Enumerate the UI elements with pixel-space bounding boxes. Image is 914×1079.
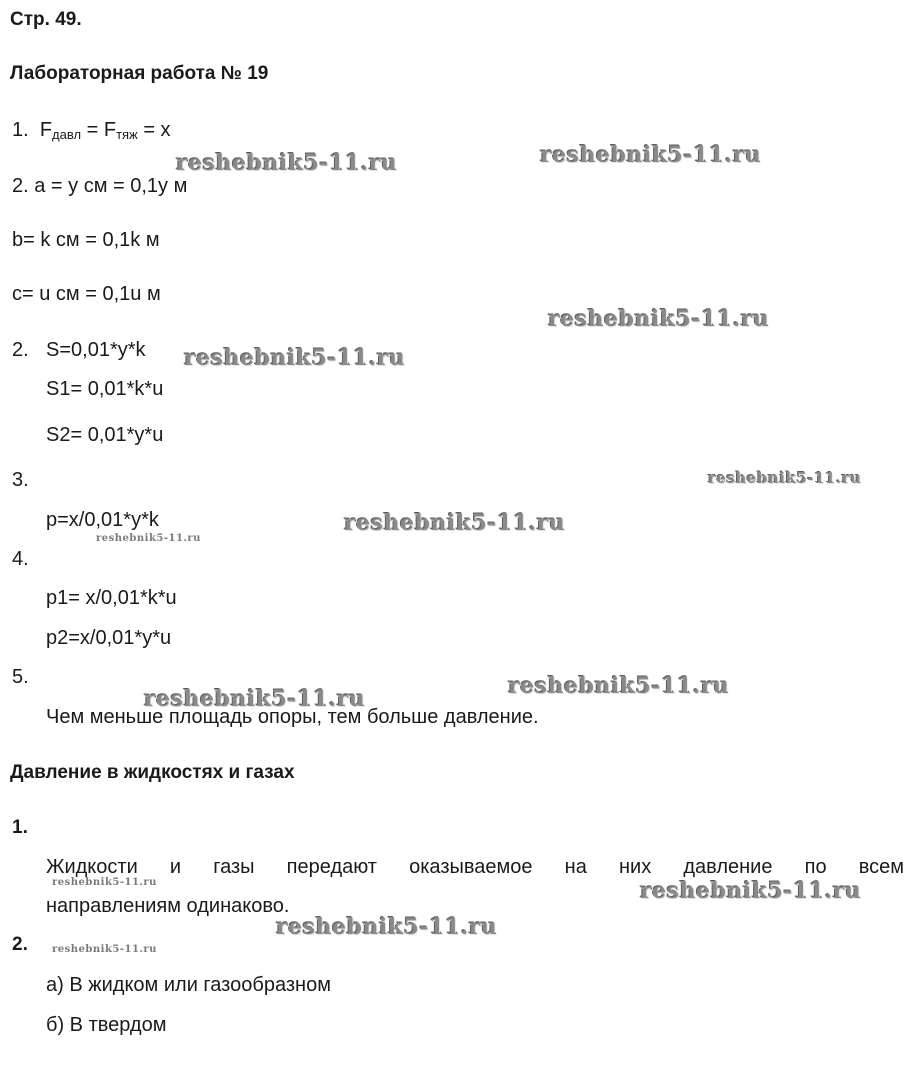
pressure-p2-formula: p2=x/0,01*y*u	[46, 627, 172, 649]
question-1-number: 1.	[12, 817, 28, 838]
area-s2-formula: S2= 0,01*y*u	[46, 424, 164, 446]
item-1-number: 1.	[12, 119, 29, 141]
pressure-p-formula: p=x/0,01*y*k	[46, 509, 159, 531]
equals-force: = F	[81, 119, 117, 141]
area-item-number: 2.	[12, 339, 29, 361]
force-pressure-symbol: F	[39, 119, 53, 141]
watermark-text: reshebnik5-11.ru	[640, 878, 862, 904]
equals-x: = x	[137, 119, 171, 141]
item-1-formula	[12, 118, 171, 147]
watermark-text: reshebnik5-11.ru	[96, 533, 201, 544]
conclusion-text: Чем меньше площадь опоры, тем больше давление.	[46, 706, 539, 728]
pressure-fluids-title: Давление в жидкостях и газах	[10, 762, 295, 783]
watermark-text: reshebnik5-11.ru	[52, 944, 157, 955]
watermark-text: reshebnik5-11.ru	[344, 510, 566, 536]
question-1-answer-line2: направлениям одинаково.	[46, 895, 290, 917]
dimension-a-line: 2. a = y см = 0,1y м	[12, 175, 188, 197]
watermark-text: reshebnik5-11.ru	[144, 686, 366, 712]
dimension-b-line: b= k см = 0,1k м	[12, 229, 160, 251]
pressure-item-number: 3.	[12, 469, 29, 491]
conclusion-item-number: 5.	[12, 666, 29, 688]
watermark-text: reshebnik5-11.ru	[508, 673, 730, 699]
question-2-answer-b: б) В твердом	[46, 1014, 167, 1036]
area-s-formula: S=0,01*y*k	[46, 339, 146, 361]
pressure-p1-formula: p1= x/0,01*k*u	[46, 587, 177, 609]
watermark-text: reshebnik5-11.ru	[708, 469, 862, 487]
watermark-text: reshebnik5-11.ru	[548, 306, 770, 332]
force-pressure-subscript: давл	[52, 127, 82, 142]
watermark-text: reshebnik5-11.ru	[276, 914, 498, 940]
watermark-text: reshebnik5-11.ru	[184, 345, 406, 371]
dimension-c-line: c= u см = 0,1u м	[12, 283, 161, 305]
watermark-text: reshebnik5-11.ru	[52, 877, 157, 888]
watermark-text: reshebnik5-11.ru	[540, 142, 762, 168]
page-reference: Стр. 49.	[10, 9, 82, 30]
question-2-answer-a: а) В жидком или газообразном	[46, 974, 331, 996]
area-s1-formula: S1= 0,01*k*u	[46, 378, 164, 400]
question-1-answer-line1: Жидкости и газы передают оказываемое на них давление по всем	[46, 856, 904, 878]
lab-work-title: Лабораторная работа № 19	[10, 63, 269, 84]
question-2-number: 2.	[12, 934, 28, 955]
watermark-text: reshebnik5-11.ru	[176, 150, 398, 176]
pressure-item-4-number: 4.	[12, 548, 29, 570]
force-gravity-subscript: тяж	[116, 127, 138, 142]
